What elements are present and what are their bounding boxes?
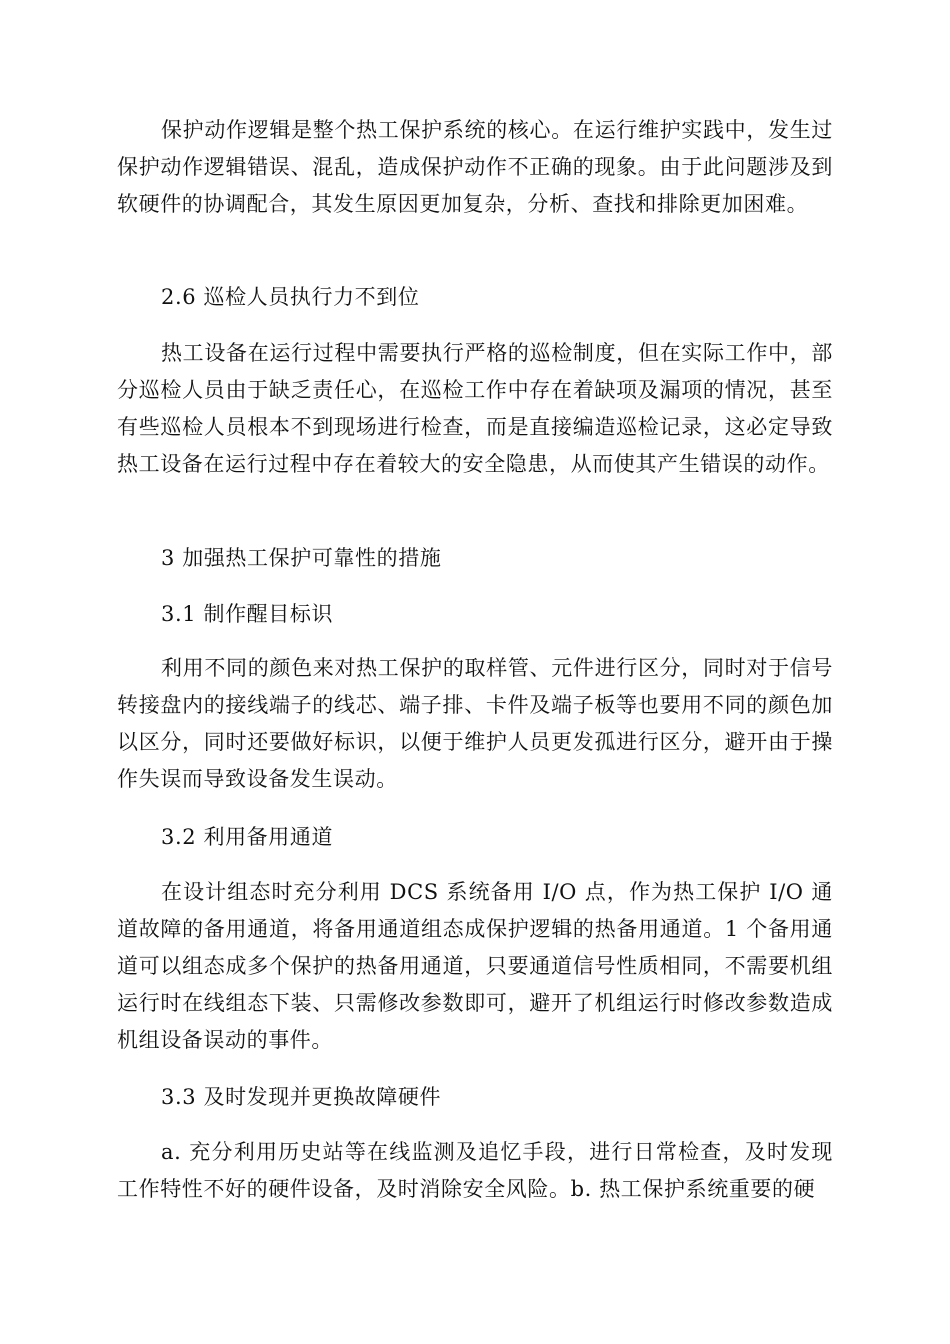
- section-heading-3: 3 加强热工保护可靠性的措施: [161, 546, 442, 570]
- section-heading-3-1: 3.1 制作醒目标识: [161, 602, 334, 626]
- section-heading-2-6: 2.6 巡检人员执行力不到位: [161, 285, 420, 309]
- paragraph-eye-catching-marks: 利用不同的颜色来对热工保护的取样管、元件进行区分，同时对于信号转接盘内的接线端子的线芯、端子排、卡件及端子板等也要用不同的颜色加以区分，同时还要做好标识，以便于维护人员更发孤进行区分，避开由于操作失误而导致设备发生误动。: [117, 656, 833, 791]
- paragraph-backup-channel: 在设计组态时充分利用 DCS 系统备用 I/O 点，作为热工保护 I/O 通道故障的备用通道，将备用通道组态成保护逻辑的热备用通道。1 个备用通道可以组态成多个保护的热备用通道，只要通道信号性质相同，不需要机组运行时在线组态下装、只需修改参数即可，避开了机组运行时修改参数造成机组设备误动的事件。: [117, 880, 833, 1052]
- paragraph-protection-logic: 保护动作逻辑是整个热工保护系统的核心。在运行维护实践中，发生过保护动作逻辑错误、混乱，造成保护动作不正确的现象。由于此问题涉及到软硬件的协调配合，其发生原因更加复杂，分析、查找和排除更加困难。: [117, 118, 833, 216]
- section-heading-3-2: 3.2 利用备用通道: [161, 825, 334, 849]
- paragraph-inspection-personnel: 热工设备在运行过程中需要执行严格的巡检制度，但在实际工作中，部分巡检人员由于缺乏责任心，在巡检工作中存在着缺项及漏项的情况，甚至有些巡检人员根本不到现场进行检查，而是直接编造巡检记录，这必定导致热工设备在运行过程中存在着较大的安全隐患，从而使其产生错误的动作。: [117, 341, 833, 476]
- paragraph-replace-faulty-hardware: a. 充分利用历史站等在线监测及追忆手段，进行日常检查，及时发现工作特性不好的硬件设备，及时消除安全风险。b. 热工保护系统重要的硬: [117, 1140, 833, 1201]
- section-heading-3-3: 3.3 及时发现并更换故障硬件: [161, 1085, 442, 1109]
